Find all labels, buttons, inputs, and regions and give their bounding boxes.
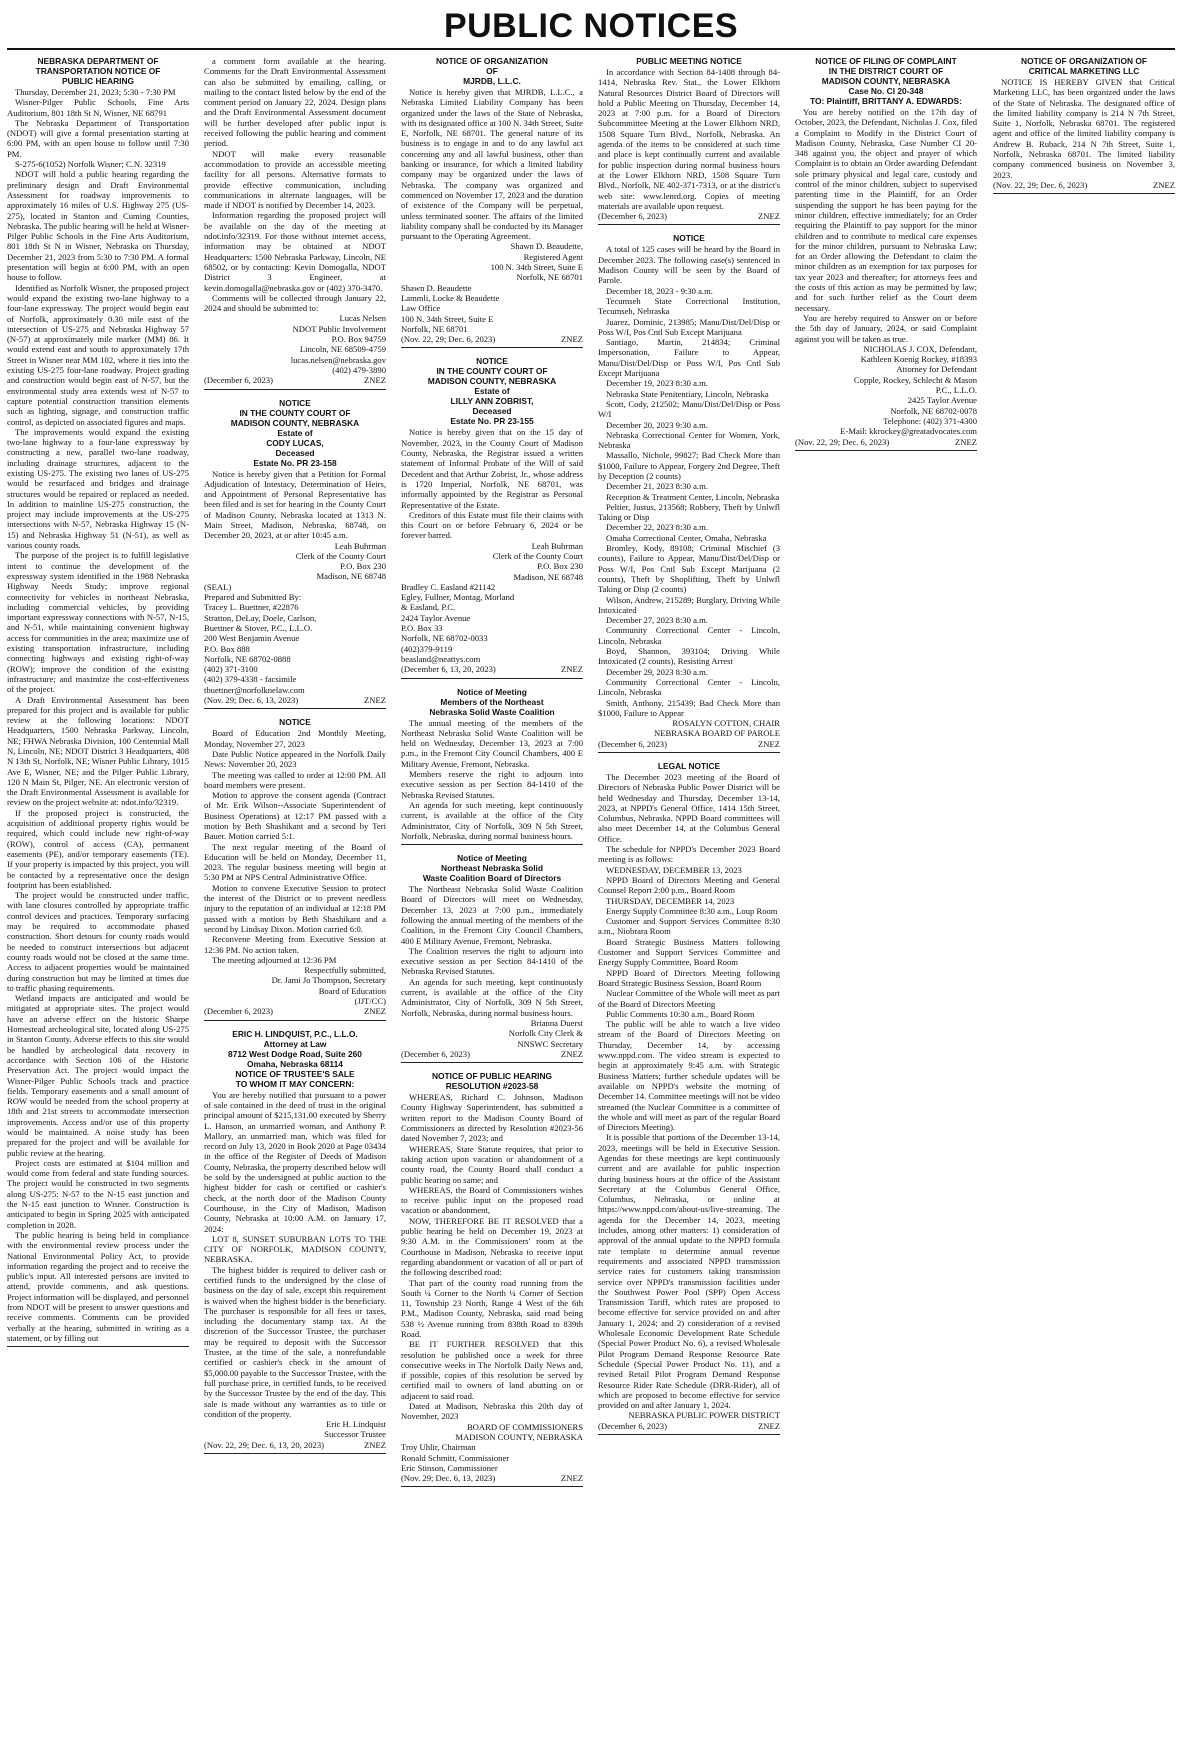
notice-paragraph: The public will be able to watch a live video stream of the Board of Directors Meeting on Thursday, December 14, by accessing www.nppd.com. The video stream is expected to begin at approximately 9:45 a.m. with Strategic Business Matters; further schedule updates will be available on NPPD's website the morning of December 14. Committee meetings will not be video streamed (the Nuclear Committee is a committee of the whole and will meet as part of the regular Board of Directors Meeting).: [598, 1019, 780, 1133]
notice-paragraph: Notice is hereby given that MJRDB, L.L.C., a Nebraska Limited Liability Company has been organized under the laws of the State of Nebraska, with its designated office at 100 N. 34th Street, Suite E, Norfolk, NE 68701. The general nature of its business is to engage in and to do any lawful act concerning any and all lawful business, other than banking or insurance, for which a limited liability company may be organized under the laws of Nebraska. The company was organized and commenced on November 17, 2023 and the duration of existence of the Company will be perpetual, unless terminated sooner. The affairs of the limited liability company shall be conducted by its Manager pursuant to the Operating Agreement.: [401, 87, 583, 242]
notice-paragraph: NOTICE IS HEREBY GIVEN that Critical Marketing LLC, has been organized under the laws of the State of Nebraska. The designated office of the limited liability company is 214 N 7th Street, Suite 1, Norfolk, Nebraska 68701. The registered agent and office of the limited liability company is Andrew B. Ruback, 214 N 7th Street, Suite 1, Norfolk, Nebraska 68701. The limited liability company commenced business on November 3, 2023.: [993, 77, 1175, 180]
notice-paragraph: Energy Supply Committee 8:30 a.m., Loup Room: [606, 905, 778, 916]
publication-dates: (December 6, 2023): [204, 1006, 273, 1017]
publication-dates: (Nov. 22, 29; Dec. 6, 2023): [993, 179, 1088, 190]
signature-line: Dr. Jami Jo Thompson, Secretary: [271, 975, 386, 986]
signature-line: Respectfully submitted,: [304, 965, 386, 976]
notice-paragraph: Wetland impacts are anticipated and would be mitigated at appropriate sites. The project would have an adverse effect on the historic Sharpe Homestead archeological site, located along US-275 in Stanton County. Adverse effects to this site would be handled by archeological data recovery in accordance with Section 106 of the Historic Preservation Act. The project would impact the Wisner-Pilger Public Schools track and practice fields. Temporary easements and a small amount of ROW would be needed from the school property at 18th and 21st streets to accommodate intersection improvements. Access and/or use of this property would be maintained. A noise study has been prepared for the project and will be available for public review at the hearing.: [7, 993, 189, 1158]
notice-block: [401, 853, 583, 1063]
column-3: [401, 56, 583, 1746]
publication-code: ZNEZ: [561, 1048, 583, 1059]
signature-line: NDOT Public Involvement: [292, 323, 386, 334]
notice-columns: [7, 56, 1175, 1746]
notice-title: Notice of Meeting Members of the Northeast Nebraska Solid Waste Coalition: [429, 686, 555, 717]
notice-paragraph: Board of Education 2nd Monthly Meeting, Monday, November 27, 2023: [204, 728, 386, 749]
notice-paragraph: THURSDAY, DECEMBER 14, 2023: [606, 895, 735, 906]
signature-line: NEBRASKA BOARD OF PAROLE: [654, 728, 780, 739]
signature-line: ROSALYN COTTON, CHAIR: [672, 718, 780, 729]
signature-line: P.O. Box 94759: [331, 334, 386, 345]
attorney-block: (SEAL) Prepared and Submitted By: Tracey L. Buettner, #22876 Stratton, DeLay, Doele, Carlson, Buettner & Stover, P.C., L.L.O. 200 West Benjamin Avenue P.O. Box 888 Norfolk, NE 68702-0888 (402) 371-3100 (402) 379-4338 - facsimile tbuettner@norfolknelaw.com: [204, 581, 317, 695]
notice-block: [7, 56, 189, 1347]
notice-paragraph: December 18, 2023 - 9:30 a.m.: [606, 285, 713, 296]
signature-line: Brianna Duerst: [530, 1017, 583, 1028]
column-1: [7, 56, 189, 1746]
column-4: [598, 56, 780, 1746]
notice-paragraph: It is possible that portions of the December 13-14, 2023, meetings will be held in Executive Session. Agendas for these meetings are kept continuously current and are available for public inspection during business hours at the office of the Assistant Secretary at the Columbus General Office, Columbus, Nebraska, or online at https://www.nppd.com/about-us/live-streaming. The agenda for the December 14, 2023, meeting includes, among other matters: 1) consideration of approval of the annual update to the NPPD formula rate template to determine annual revenue requirements and associated NPPD transmission service rates for customers taking transmission service over NPPD's transmission facilities under the Southwest Power Pool (SPP) Open Access Transmission Tariff, which rates are proposed to become effective for service provided on and after January 1, 2024; and 2) consideration of a revised Wholesale Economic Development Rate Schedule (Special Power Product No. 6), a revised Wholesale Pilot Program Demand Response Resource Rate Schedule (Special Power Product No. 11), and a revised Retail Pilot Program Demand Response Resource Rider Rate Schedule (DRR-Rider), all of which are proposed to become effective for service provided on and after January 1, 2024.: [598, 1132, 780, 1411]
notice-paragraph: You are hereby notified that pursuant to a power of sale contained in the deed of trust in the original principal amount of $215,131.00 executed by Sherry L. Hanson, an unmarried woman, and Anthony P. Mallory, an unmarried man, which was filed for record on July 13, 2020 in Book 2020 at Page 03434 in the office of the Register of Deeds of Madison County, Nebraska, the property described below will be sold by the undersigned at public auction to the highest bidder for cash or certified or cashier's check, at the north door of the Madison County Courthouse, in the City of Madison, Madison County, Nebraska at 10:00 A.M. on January 17, 2024:: [204, 1089, 386, 1234]
notice-paragraph: Wilson, Andrew, 215289; Burglary, Driving While Intoxicated: [598, 594, 780, 615]
notice-paragraph: Members reserve the right to adjourn into executive session as per Section 84-1410 of the Nebraska Revised Statutes.: [401, 769, 583, 800]
publication-dates: (December 6, 2023): [598, 1420, 667, 1431]
signature-line: Clerk of the County Court: [295, 550, 386, 561]
publication-footer: [401, 1049, 583, 1059]
notice-paragraph: The meeting was called to order at 12:00 PM. All board members were present.: [204, 769, 386, 790]
notice-block: [993, 56, 1175, 194]
notice-title: NEBRASKA DEPARTMENT OF TRANSPORTATION NOTICE OF PUBLIC HEARING: [35, 56, 161, 86]
notice-paragraph: The Nebraska Department of Transportation (NDOT) will give a formal presentation starting at 6:00 PM, with an open house to follow until 7:30 PM.: [7, 117, 189, 159]
notice-paragraph: December 20, 2023 9:30 a.m.: [606, 419, 708, 430]
signature-line: Leah Buhrman: [334, 540, 386, 551]
publication-footer: [204, 695, 386, 705]
notice-paragraph: Wisner-Pilger Public Schools, Fine Arts Auditorium, 801 18th St N, Wisner, NE 68791: [7, 97, 189, 118]
notice-paragraph: Reconvene Meeting from Executive Session at 12:36 PM. No action taken.: [204, 934, 386, 955]
notice-paragraph: Nebraska Correctional Center for Women, York, Nebraska: [598, 429, 780, 451]
notice-paragraph: Nebraska State Penitentiary, Lincoln, Nebraska: [606, 388, 769, 399]
notice-block: [401, 1071, 583, 1487]
signature-line: 2425 Taylor Avenue: [907, 395, 977, 406]
notice-paragraph: An agenda for such meeting, kept continuously current, is available at the office of the City Administrator, City of Norfolk, 309 N 5th Street, Norfolk, Nebraska, during normal business hours.: [401, 976, 583, 1018]
publication-code: ZNEZ: [955, 436, 977, 447]
publication-footer: [598, 739, 780, 749]
notice-paragraph: An agenda for such meeting, kept continuously current, is available at the office of the City Administrator, City of Norfolk, 309 N 5th Street, Norfolk, Nebraska, during normal business hours.: [401, 799, 583, 841]
notice-paragraph: Thursday, December 21, 2023; 5:30 - 7:30 PM: [15, 87, 176, 97]
notice-block: [795, 56, 977, 451]
notice-block: [598, 233, 780, 753]
notice-paragraph: WHEREAS, Richard C. Johnson, Madison County Highway Superintendent, has submitted a written report to the Madison County Board of Commissioners as directed by Resolution #2023-56 dated November 7, 2023; and: [401, 1092, 583, 1144]
signature-line: Madison, NE 68748: [316, 571, 386, 582]
notice-paragraph: A Draft Environmental Assessment has been prepared for this project and is available for public review at the following locations: NDOT Headquarters, 1500 Nebraska Parkway, Lincoln, NE; FHWA Nebraska Division, 100 Centennial Mall N, Lincoln, NE; NDOT District 3 Headquarters, 408 N 13th St, Norfolk, NE; Wisner Public Library, 1015 Ave E, Wisner, NE; and the Pilger Public Library, 120 N Main St, Pilger, NE. An electronic version of the Draft Environmental Assessment is available for review on the project website at: ndot.info/32319.: [7, 694, 189, 808]
notice-paragraph: The Coalition reserves the right to adjourn into executive session as per Section 84-1410 of the Nebraska Revised Statutes.: [401, 945, 583, 977]
notice-paragraph: If the proposed project is constructed, the acquisition of additional property rights would be required, which could include new right-of-way (ROW), control of access (CA), permanent easements (PE), and/or temporary easements (TE). If your property is impacted by this project, you will be contacted by a representative once the design footprint has been established.: [7, 807, 189, 890]
notice-paragraph: WHEREAS, State Statute requires, that prior to taking action upon vacation or abandonment of a county road, the County Board shall conduct a public hearing on same; and: [401, 1143, 583, 1185]
notice-paragraph: NPPD Board of Directors Meeting following Board Strategic Business Session, Board Room: [598, 967, 780, 988]
signature-line: Leah Buhrman: [531, 540, 583, 551]
notice-paragraph: Scott, Cody, 212502; Manu/Dist/Del/Disp or Poss W/I: [598, 398, 780, 420]
column-6: [993, 56, 1175, 1746]
notice-block: [401, 687, 583, 846]
publication-footer: [204, 1006, 386, 1016]
notice-paragraph: Comments will be collected through January 22, 2024 and should be submitted to:: [204, 292, 386, 314]
notice-paragraph: Information regarding the proposed project will be available on the day of the meeting at ndot.info/32319. For those without internet access, information may be obtained at NDOT Headquarters: 1500 Nebraska Parkway, Lincoln, NE 68502, or by contacting: Kevin Domogalla, NDOT District 3 Engineer, at kevin.domogalla@nebraska.gov or (402) 370-3470.: [204, 210, 386, 293]
notice-paragraph: NDOT will make every reasonable accommodation to provide an accessible meeting facility for all persons. Alternative formats to provide effective communication, including communications in alternate languages, will be made if NDOT is notified by December 14, 2023.: [204, 148, 386, 211]
notice-paragraph: LOT 8, SUNSET SUBURBAN LOTS TO THE CITY OF NORFOLK, MADISON COUNTY, NEBRASKA.: [204, 1233, 386, 1265]
publication-code: ZNEZ: [758, 1420, 780, 1431]
signature-line: Norfolk, NE 68702-0078: [890, 405, 977, 416]
notice-block: [204, 398, 386, 710]
notice-title: NOTICE OF ORGANIZATION OF CRITICAL MARKETING LLC: [1021, 56, 1147, 76]
notice-paragraph: Peltier, Justus, 213568; Robbery, Theft by Unlwfl Taking or Disp: [598, 501, 780, 523]
publication-code: ZNEZ: [364, 375, 386, 386]
publication-dates: (December 6, 2023): [204, 375, 273, 386]
signature-line: Copple, Rockey, Schlecht & Mason: [853, 374, 977, 385]
notice-title: NOTICE OF PUBLIC HEARING RESOLUTION #2023-58: [431, 1071, 553, 1092]
publication-code: ZNEZ: [561, 1473, 583, 1484]
publication-dates: (Nov. 29; Dec. 6, 13, 2023): [401, 1473, 496, 1484]
signature-line: Shawn D. Beaudette,: [510, 241, 583, 252]
publication-footer: [204, 375, 386, 385]
notice-paragraph: Project costs are estimated at $104 million and would come from federal and state funding sources. The project would be constructed in two segments along US-275: N-57 to the N-15 east junction and the N-15 east junction to Wisner. Construction is anticipated to begin in Spring 2025 with anticipated completion in 2028.: [7, 1157, 189, 1230]
notice-paragraph: Santiago, Martin, 214834; Criminal Impersonation, Failure to Appear, Manu/Dist/Del/Disp or Poss W/I, Pos Cntl Sub Except Marijuana: [598, 337, 780, 379]
notice-paragraph: Bromley, Kody, 89108; Criminal Mischief (3 counts), Failure to Appear, Manu/Dist/Del/Disp or Poss W/I, Pos Cntl Sub Except Marijuana (2 counts), Theft by Shoplifting, Theft by Unlwfl Taking or Disp (2 counts): [598, 543, 780, 595]
publication-footer: [598, 1421, 780, 1431]
notice-paragraph: December 27, 2023 8:30 a.m.: [606, 615, 708, 626]
publication-footer: [204, 1440, 386, 1450]
publication-footer: [993, 180, 1175, 190]
notice-paragraph: The annual meeting of the members of the Northeast Nebraska Solid Waste Coalition will be held on Wednesday, December 13, 2023 at 7:00 p.m., in the Fremont City Council Chambers, 400 E Military Avenue, Fremont, Nebraska.: [401, 717, 583, 769]
notice-paragraph: Identified as Norfolk Wisner, the proposed project would expand the existing two-lane highway to a four-lane expressway. The project would begin east of Norfolk, approximately 0.30 mile east of the intersection of US-275 and Nebraska Highway 57 (N-57) at approximately mile marker (MM) 86. It would extend east and south to approximately 17th Street in Wisner near MM 102, where it ties into the existing US-275 four-lane roadway. Project grading and construction would begin east of N-57, but the environmental study area extends west of N-57 to capture potential construction transition elements such as lighting, signage, and construction traffic control, as depicted on associated figures and maps.: [7, 282, 189, 427]
notice-paragraph: A total of 125 cases will be heard by the Board in December 2023. The following case(s) sentenced in Madison County will be seen by the Board of Parole.: [598, 244, 780, 286]
notice-paragraph: The project would be constructed under traffic, with lane closures controlled by appropriate traffic control devices and practices. Temporary surfacing may be required to accommodate phased construction. Short detours for county roads would be needed to construct intersections but adjacent county roads would not be closed at the same time. Access to adjacent properties would be maintained during construction but may be limited at times due to traffic phasing requirements.: [7, 890, 189, 993]
notice-paragraph: The highest bidder is required to deliver cash or certified funds to the undersigned by the close of business on the day of sale, except this requirement is waived when the highest bidder is the beneficiary. The purchaser is responsible for all fees or taxes, including the documentary stamp tax. At the discretion of the Successor Trustee, the purchaser may be required to deposit with the Successor Trustee, at the time of the sale, a nonrefundable certified or cashier's check in the amount of $5,000.00 payable to the Successor Trustee, with the full purchase price, in certified funds, to be received by the Successor Trustee by the end of the day. This sale is made without any warranties as to title or condition of the property.: [204, 1264, 386, 1419]
notice-paragraph: Date Public Notice appeared in the Norfolk Daily News: November 20, 2023: [204, 748, 386, 770]
notice-paragraph: The Northeast Nebraska Solid Waste Coalition Board of Directors will meet on Wednesday, December 13, 2023 at 7:00 p.m., immediately following the annual meeting of the members of the Coalition, in the Fremont City Council Chambers, 400 E Military Avenue, Fremont, Nebraska.: [401, 884, 583, 946]
notice-paragraph: Notice is hereby given that a Petition for Formal Adjudication of Intestacy, Determination of Heirs, and Appointment of Personal Representative has been filed and is set for hearing in the County Court of Madison County, Nebraska located at 1313 N. Main Street, Madison, Nebraska, 68748, on December 20, 2023, at or after 10:45 a.m.: [204, 468, 386, 541]
notice-paragraph: The meeting adjourned at 12:36 PM: [212, 954, 337, 965]
notice-title: NOTICE IN THE COUNTY COURT OF MADISON COUNTY, NEBRASKA Estate of LILLY ANN ZOBRIST, Deceased Estate No. PR 23-155: [427, 356, 557, 427]
publication-code: ZNEZ: [364, 1006, 386, 1017]
notice-paragraph: WHEREAS, the Board of Commissioners wishes to receive public input on the proposed road vacation or abandonment,: [401, 1184, 583, 1216]
notice-paragraph: Tecumseh State Correctional Institution, Tecumseh, Nebraska: [598, 295, 780, 317]
notice-paragraph: Notice is hereby given that on the 15 day of November, 2023, in the County Court of Madison County, Nebraska, the Registrar issued a written statement of Informal Probate of the Will of said Decedent and that Arthur Zobrist, Jr., whose address is 1720 Imperial, Norfolk, NE 68701, was informally appointed by the Registrar as Personal Representative of the Estate.: [401, 427, 583, 510]
signature-line: Kathleen Koenig Rockey, #18393: [860, 354, 977, 365]
notice-title: ERIC H. LINDQUIST, P.C., L.L.O. Attorney at Law 8712 West Dodge Road, Suite 260 Omaha, Nebraska 68114 NOTICE OF TRUSTEE'S SALE TO WHOM IT MAY CONCERN:: [228, 1028, 362, 1089]
signature-line: Board of Education: [318, 985, 386, 996]
signature-line: NNSWC Secretary: [517, 1038, 583, 1049]
notice-paragraph: December 21, 2023 8:30 a.m.: [606, 481, 708, 492]
notice-paragraph: Boyd, Shannon, 393104; Driving While Intoxicated (2 counts), Resisting Arrest: [598, 646, 780, 667]
publication-code: ZNEZ: [758, 738, 780, 749]
notice-title: LEGAL NOTICE: [657, 761, 721, 771]
notice-paragraph: Smith, Anthony, 215439; Bad Check More than $1000, Failure to Appear: [598, 697, 780, 718]
signature-line: Norfolk City Clerk &: [508, 1028, 583, 1039]
publication-code: ZNEZ: [364, 695, 386, 706]
signature-line: P.O. Box 230: [340, 561, 386, 572]
notice-paragraph: NPPD Board of Directors Meeting and General Counsel Report 2:00 p.m., Board Room: [598, 874, 780, 896]
notice-title: NOTICE OF ORGANIZATION OF MJRDB, L.L.C.: [436, 56, 548, 86]
notice-title: NOTICE IN THE COUNTY COURT OF MADISON COUNTY, NEBRASKA Estate of CODY LUCAS, Deceased Estate No. PR 23-158: [230, 397, 360, 468]
publication-dates: (Nov. 22, 29; Dec. 6, 13, 20, 2023): [204, 1439, 324, 1450]
publication-dates: (December 6, 2023): [401, 1048, 470, 1059]
notice-title: Notice of Meeting Northeast Nebraska Solid Waste Coalition Board of Directors: [422, 853, 562, 884]
publication-dates: (Nov. 22, 29; Dec. 6, 2023): [401, 334, 496, 345]
publication-dates: (December 6, 2023): [598, 211, 667, 222]
notice-title: NOTICE: [279, 717, 311, 728]
notice-paragraph: Creditors of this Estate must file their claims with this Court on or before February 6, 2024 or be forever barred.: [401, 509, 583, 541]
notice-block: [401, 356, 583, 678]
title-rule: [7, 48, 1175, 50]
notice-paragraph: You are hereby required to Answer on or before the 5th day of January, 2024, or said Complaint against you will be taken as true.: [795, 312, 977, 344]
notice-paragraph: Dated at Madison, Nebraska this 20th day of November, 2023: [401, 1401, 583, 1422]
notice-paragraph: December 19, 2023 8:30 a.m.: [606, 378, 708, 389]
publication-code: ZNEZ: [561, 334, 583, 345]
attorney-block: Shawn D. Beaudette Lammli, Locke & Beaudette Law Office 100 N. 34th Street, Suite E Norfolk, NE 68701: [401, 282, 500, 334]
publication-footer: [401, 1473, 583, 1483]
signature-line: P.C., L.L.O.: [935, 385, 977, 396]
signature-line: Lincoln, NE 68509-4759: [299, 344, 386, 355]
notice-paragraph: The next regular meeting of the Board of Education will be held on Monday, December 11, 2023. The regular business meeting will begin at 5:30 PM at NPS Central Administrative Office.: [204, 841, 386, 883]
signature-line: NEBRASKA PUBLIC POWER DISTRICT: [628, 1410, 780, 1421]
page-title: PUBLIC NOTICES: [443, 7, 739, 45]
attorney-block: Troy Uhlir, Chairman Ronald Schmitt, Commissioner Eric Stinson, Commissioner: [401, 1442, 510, 1473]
signature-line: Registered Agent: [523, 251, 583, 262]
publication-code: ZNEZ: [1153, 179, 1175, 190]
publication-footer: [401, 664, 583, 674]
publication-dates: (December 6, 13, 20, 2023): [401, 664, 496, 675]
notice-block: [598, 761, 780, 1435]
notice-paragraph: That part of the county road running from the South ¼ Corner to the North ¼ Corner of Section 11, Township 23 North, Range 4 West of the 6th P.M., Madison County, Nebraska, said road being 538 ½ Avenue running from 838th Road to 839th Road.: [401, 1277, 583, 1339]
publication-footer: [598, 211, 780, 221]
notice-paragraph: Community Correctional Center - Lincoln, Lincoln, Nebraska: [598, 625, 780, 646]
notice-paragraph: The public hearing is being held in compliance with the environmental review process under the National Environmental Policy Act, to provide information regarding the project and to receive the public's input. All interested persons are invited to attend, provide comments, and ask questions. Project information will be displayed, and personnel from NDOT will be present to answer questions and receive comments. Comments can be provided verbally at the hearing, submitted in writing as a statement, or by filling out: [7, 1229, 189, 1343]
signature-line: P.O. Box 230: [537, 561, 583, 572]
notice-paragraph: December 29, 2023 8:30 a.m.: [606, 666, 708, 677]
signature-line: Lucas Nelsen: [339, 313, 386, 324]
signature-line: E-Mail: kkrockey@greatadvocates.com: [840, 426, 977, 437]
notice-block: [598, 56, 780, 225]
notice-paragraph: The schedule for NPPD's December 2023 Board meeting is as follows:: [598, 844, 780, 865]
publication-dates: (December 6, 2023): [598, 738, 667, 749]
publication-code: ZNEZ: [758, 211, 780, 222]
signature-line: NICHOLAS J. COX, Defendant,: [863, 343, 977, 354]
signature-line: BOARD OF COMMISSIONERS: [466, 1421, 583, 1432]
signature-line: Norfolk, NE 68701: [516, 272, 583, 283]
notice-paragraph: The purpose of the project is to fulfill legislative intent to continue the development of the expressway system identified in the 1988 Nebraska Highway Needs Study; improve regional connectivity for vehicles in northeast Nebraska, including commercial vehicles, by providing important expressway connections with N-57, N-15, and N-51, while maintaining convenient highway access for communities in the area; maximize use of existing transportation infrastructure, including connecting highways and existing right-of-way (ROW); improve the condition of the existing infrastructure; and maximize the cost-effectiveness of the project.: [7, 550, 189, 695]
column-5: [795, 56, 977, 1746]
signature-line: 100 N. 34th Street, Suite E: [490, 262, 583, 273]
notice-paragraph: NDOT will hold a public hearing regarding the preliminary design and Draft Environmental Assessment for roadway improvements to approximately 16 miles of U.S. Highway 275 (US-275), located in Stanton and Cuming Counties, Nebraska. The public hearing will be held at Wisner-Pilger Public Schools in the Fine Arts Auditorium, 801 18th St N in Wisner, Nebraska on Thursday, December 21, 2023 from 5:30 to 7:30 PM. A formal presentation will begin at 6:00 PM, with an open house to follow.: [7, 169, 189, 283]
notice-title: PUBLIC MEETING NOTICE: [636, 56, 742, 66]
notice-paragraph: The December 2023 meeting of the Board of Directors of Nebraska Public Power District will be held Wednesday and Thursday, December 13-14, 2023, at NPPD's General Office, 1414 15th Street, Columbus, Nebraska. NPPD Board committees will also meet December 14, at the Columbus General Office.: [598, 772, 780, 844]
notice-paragraph: Board Strategic Business Matters following Customer and Support Services Committee and Energy Supply Committee, Board Room: [598, 936, 780, 968]
signature-line: Eric H. Lindquist: [326, 1419, 386, 1430]
notice-block: [204, 56, 386, 390]
signature-line: lucas.nelsen@nebraska.gov: [290, 354, 386, 365]
notice-paragraph: In accordance with Section 84-1408 through 84-1414, Nebraska Rev. Stat., the Lower Elkhorn Natural Resources District Board of Directors will hold a Public Meeting on Thursday, December 14, 2023 at 7:00 p.m. for a Board of Directors Subcommittee Meeting at the Lower Elkhorn NRD, 1508 Square Turn Blvd., Norfolk, Nebraska. An agenda of the items to be considered at such time and place is kept continually current and available for public inspection during normal business hours at the Lower Elkhorn NRD, 1508 Square Turn Blvd., Norfolk, NE 402-371-7313, or at the district's web site: www.lenrd.org. Copies of meeting materials are available upon request.: [598, 67, 780, 211]
column-2: [204, 56, 386, 1746]
notice-title: NOTICE OF FILING OF COMPLAINT IN THE DISTRICT COURT OF MADISON COUNTY, NEBRASKA Case No. CI 20-348 TO: Plaintiff, BRITTANY A. EDWARDS:: [810, 56, 962, 106]
notice-paragraph: Massallo, Nichole, 99827; Bad Check More than $1000, Failure to Appear, Forgery 2nd Degree, Theft by Deception (2 counts): [598, 450, 780, 481]
publication-dates: (Nov. 29; Dec. 6, 13, 2023): [204, 695, 299, 706]
publication-footer: [401, 334, 583, 344]
notice-paragraph: Motion to convene Executive Session to protect the interest of the District or to prevent needless injury to the reputation of an individual at 12:18 PM passed with a motion by Beth Shashikant and a second by Lindsay Dixon. Motion carried 6:0.: [204, 882, 386, 934]
notice-paragraph: December 22, 2023 8:30 a.m.: [606, 522, 708, 533]
notice-paragraph: Community Correctional Center - Lincoln, Lincoln, Nebraska: [598, 676, 780, 698]
notice-paragraph: S-275-6(1052) Norfolk Wisner; C.N. 32319: [15, 159, 166, 170]
signature-line: Attorney for Defendant: [896, 364, 977, 375]
signature-line: (402) 479-3890: [332, 364, 386, 375]
notice-title: NOTICE: [673, 233, 705, 244]
publication-code: ZNEZ: [561, 664, 583, 675]
signature-line: Clerk of the County Court: [492, 550, 583, 561]
notice-block: [204, 717, 386, 1020]
publication-dates: (Nov. 22, 29; Dec. 6, 2023): [795, 436, 890, 447]
notice-paragraph: Customer and Support Services Committee 8:30 a.m., Niobrara Room: [598, 916, 780, 937]
publication-code: ZNEZ: [364, 1439, 386, 1450]
signature-line: Madison, NE 68748: [513, 571, 583, 582]
notice-paragraph: The improvements would expand the existing two-lane highway to a four-lane expressway by constructing a new, parallel two-lane roadway, including drainage structures, adjacent to the existing US-275. The existing two lanes of US-275 would be resurfaced and bridges and drainage structures would be repaired or replaced as needed. In addition to mainline US-275 construction, the project may include improvements at the US-275 intersections with N-57, Nebraska Highway 15 (N-15) and Nebraska Highway 51 (N-51), as well as various county roads.: [7, 426, 189, 551]
notice-block: [204, 1029, 386, 1454]
notice-paragraph: Reception & Treatment Center, Lincoln, Nebraska: [606, 491, 780, 502]
signature-line: Successor Trustee: [324, 1429, 386, 1440]
signature-line: (JJT/CC): [354, 996, 386, 1007]
notice-paragraph: WEDNESDAY, DECEMBER 13, 2023: [606, 864, 742, 875]
notice-paragraph: Nuclear Committee of the Whole will meet as part of the Board of Directors Meeting: [598, 988, 780, 1009]
signature-line: MADISON COUNTY, NEBRASKA: [455, 1431, 583, 1442]
notice-paragraph: a comment form available at the hearing. Comments for the Draft Environmental Assessment can also be submitted by emailing, calling, or mailing to the contact listed below by the end of the comment period on January 22, 2024. Design plans and the Draft Environmental Assessment document will be further developed after public input is received following the public hearing and comment period.: [204, 56, 386, 149]
notice-paragraph: NOW, THEREFORE BE IT RESOLVED that a public hearing be held on December 19, 2023 at 9:30 A.M. in the Commissioners' room at the Courthouse in Madison, Nebraska to receive input regarding abandonment or vacation of all or part of the following described road:: [401, 1215, 583, 1278]
notice-paragraph: You are hereby notified on the 17th day of October, 2023, the Defendant, Nicholas J. Cox, filed a Complaint to Modify in the District Court of Madison County, Nebraska, Case Number CI 20-348 against you, the object and prayer of which Complaint is to obtain an Order awarding Defendant sole primary physical and legal care, custody and control of the minor children, subject to supervised parenting time in the Plaintiff, for an Order suspending the support he has been paying for the minor children, effective immediately; for an Order requiring the Plaintiff to pay support for the minor children and to contribute to medical care expenses for the minor children, pursuant to Nebraska Law; for an Order allowing the Defendant to claim the minor children as an exemption for tax purposes for tax year 2023 and thereafter; for attorneys fees and the costs of this action as may be permitted by law; and for such further relief as the Court deem necessary.: [795, 107, 977, 313]
notice-paragraph: Motion to approve the consent agenda (Contract of Mr. Erik Wilson--Associate Superintendent of Business Operations) at 12:17 PM passed with a motion by Beth Shashikant and a second by Teri Bauer. Motion carried 5:1.: [204, 790, 386, 842]
notice-paragraph: Omaha Correctional Center, Omaha, Nebraska: [606, 532, 767, 543]
notice-paragraph: BE IT FURTHER RESOLVED that this resolution be published once a week for three consecutive weeks in The Norfolk Daily News and, if possible, copies of this resolution be served by certified mail to owners of land abutting on or adjacent to said road.: [401, 1339, 583, 1401]
notice-block: [401, 56, 583, 348]
notice-paragraph: Juarez, Dominic, 213985; Manu/Dist/Del/Disp or Poss W/I, Pos Cntl Sub Except Marijuana: [598, 316, 780, 337]
publication-footer: [795, 437, 977, 447]
attorney-block: Bradley C. Easland #21142 Egley, Fullner, Montag, Morland & Easland, P.C. 2424 Taylor Avenue P.O. Box 33 Norfolk, NE 68702-0033 (402)379-9119 beasland@neattys.com: [401, 581, 515, 664]
notice-paragraph: Public Comments 10:30 a.m., Board Room: [606, 1008, 755, 1019]
signature-line: Telephone: (402) 371-4300: [883, 415, 977, 426]
